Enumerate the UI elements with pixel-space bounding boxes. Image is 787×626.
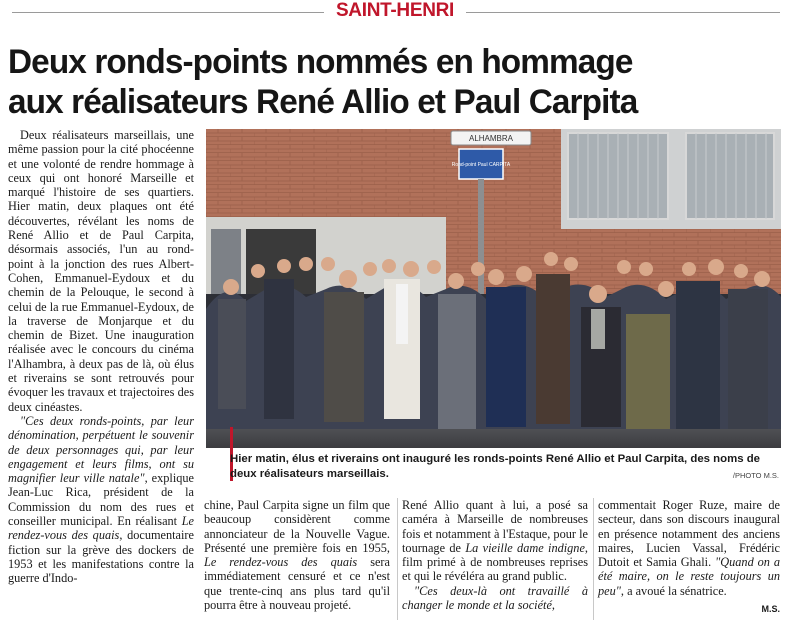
photo-caption: Hier matin, élus et riverains ont inauguré les ronds-points René Allio et Paul Carpita, des noms de deux réalisateurs marseillais. (230, 453, 760, 480)
author-signature: M.S. (761, 604, 780, 615)
column-3-paragraph (402, 498, 588, 584)
photo-illustration (206, 129, 781, 448)
film-title: La vieille dame indigne (465, 540, 585, 555)
section-tag: SAINT-HENRI (335, 0, 455, 21)
headline (8, 42, 763, 122)
column-divider (593, 498, 594, 620)
column-divider (397, 498, 398, 620)
article-column-1 (8, 128, 194, 586)
column-2-text: chine, Paul Carpita signe un film que beaucoup considèrent comme annonciateur de la Nouvelle Vague. Présenté une première fois en 1955, (204, 498, 390, 555)
headline-line-1: Deux ronds-points nommés en hommage (8, 43, 633, 81)
window (686, 133, 774, 219)
section-header (0, 0, 787, 26)
photo-credit: /PHOTO M.S. (732, 471, 779, 480)
section-rule-left (12, 12, 324, 13)
article-column-3 (402, 498, 588, 612)
lead-paragraph: Deux réalisateurs marseillais, une même passion pour la cité phocéenne et une volonté de rendre hommage à ceux qui ont honoré Marseille et marqué l'histoire de ses quartiers. Hier matin, deux plaques ont été découvertes, révélant les noms de René Allio et de Paul Carpita, désormais associés, l'un au rond-point à la jonction des rues Albert-Cohen, Emmanuel-Eydoux et du chemin de la Pelouque, le second à celui de la rue Emmanuel-Eydoux, de la traverse de Monjarque et du chemin de Bizet. Une inauguration réalisée avec le concours du cinéma l'Alhambra, à deux pas de là, où élus et riverains se sont retrouvés pour évoquer les travaux et trajectoires des deux cinéastes. (8, 128, 194, 414)
column-4-text-end: , a avoué la sénatrice. (620, 583, 727, 598)
column-4-text: commentait Roger Ruze, maire de secteur, dans son discours inaugural en présence notamment des anciens maires, Lucien Vassal, Frédéric Dutoit et Samia Ghali. (598, 498, 780, 570)
column-4-paragraph (598, 498, 780, 598)
quote-ruze: "Ces deux-là ont travaillé à changer le monde et la société, (402, 583, 588, 613)
column-3-quote (402, 584, 588, 613)
article-column-4 (598, 498, 780, 616)
column-2-text-end: sera immédiatement censuré et ce n'est que trente-cinq ans plus tard qu'il pourra être à nouveau projeté. (204, 555, 390, 613)
plaque-text: Rond-point Paul CARPITA (451, 162, 511, 168)
film-title: Le rendez-vous des quais (204, 555, 358, 570)
column-2-paragraph (204, 498, 390, 612)
column-3-text-end: , film primé à de nombreuses reprises et qui le révéléra au grand public. (402, 540, 588, 584)
quote-paragraph (8, 414, 194, 586)
quote-rica: "Ces deux ronds-points, par leur dénomination, perpétuent le souvenir de deux personnages qui, par leur engagement et leurs films, ont su magnifier leur ville natale" (8, 413, 194, 486)
section-rule-right (466, 12, 780, 13)
street-sign-text: ALHAMBRA (468, 134, 514, 143)
quote-ghali: "Quand on a été maire, on le reste toujours un peu" (598, 555, 781, 598)
column-3-text: René Allio quant à lui, a posé sa caméra à Marseille de nombreuses fois et notamment à l'Estaque, pour le tournage de (402, 498, 588, 555)
film-title: Le rendez-vous des quais (8, 514, 194, 543)
headline-line-2: aux réalisateurs René Allio et Paul Carpita (8, 83, 638, 121)
article-photo (206, 129, 781, 448)
quote-attribution: , explique Jean-Luc Rica, président de la Commission du nom des rues et conseiller municipal. En réalisant (8, 471, 194, 529)
paragraph-continuation: , documentaire fiction sur la grève des dockers de 1953 et les manifestations contre la guerre d'Indo- (8, 528, 194, 586)
article-column-2 (204, 498, 390, 612)
